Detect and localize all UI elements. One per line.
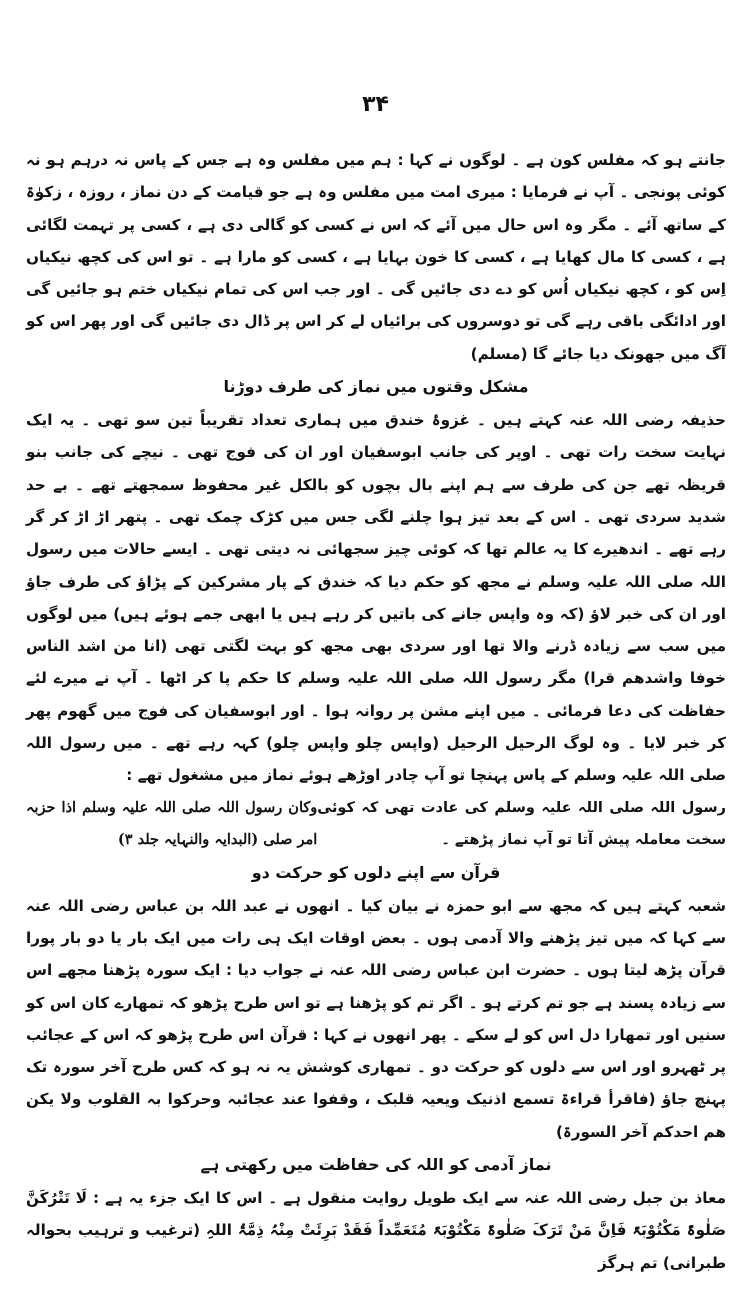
- page-number: ۳۴: [362, 92, 389, 117]
- section-heading-quran: قرآن سے اپنے دلوں کو حرکت دو: [251, 862, 501, 882]
- citation-row: [26, 792, 726, 856]
- hudhaifa-paragraph: حذیفہ رضی اللہ عنہ کہتے ہیں ۔ غزوۂ خندق میں ہماری تعداد تقریباً تین سو تھی ۔ یہ ایک نہایت سخت رات تھی ۔ اوپر کی جانب ابوسفیان اور ان کی فوج تھی ۔ نیچے کی جانب بنو قریظہ تھے جن کی طرف سے ہم اپنے بال بچوں کو بالکل غیر محفوظ سمجھتے تھے ۔ بے حد شدید سردی تھی ۔ اس کے بعد تیز ہوا چلنے لگی جس میں کڑک چمک تھی ۔ پتھر اڑ اڑ کر گر رہے تھے ۔ اندھیرے کا یہ عالم تھا کہ کوئی چیز سجھائی نہ دیتی تھی ۔ ایسے حالات میں رسول اللہ صلی اللہ علیہ وسلم نے مجھ کو حکم دیا کہ خندق کے پار مشرکین کے پڑاؤ کی طرف جاؤ اور ان کی خبر لاؤ (کہ وہ واپس جانے کی باتیں کر رہے ہیں یا ابھی جمے ہوئے ہیں) میں لوگوں میں سب سے زیادہ ڈرنے والا تھا اور سردی بھی مجھ کو بہت لگتی تھی (انا من اشد الناس خوفا واشدھم قرا) مگر رسول اللہ صلی اللہ علیہ وسلم کا حکم پا کر اٹھا ۔ آپ نے میرے لئے حفاظت کی دعا فرمائی ۔ میں اپنے مشن پر روانہ ہوا ۔ اور ابوسفیان کی فوج میں گھوم پھر کر خبر لایا ۔ وہ لوگ الرحیل الرحیل (واپس چلو واپس چلو) کہہ رہے تھے ۔ میں رسول اللہ صلی اللہ علیہ وسلم کے پاس پہنچا تو آپ چادر اوڑھے ہوئے نماز میں مشغول تھے :: [26, 411, 726, 785]
- muadh-paragraph: معاذ بن جبل رضی اللہ عنہ سے ایک طویل روایت منقول ہے ۔ اس کا ایک جزء یہ ہے : لَا تَتْرُکَنَّ صَلٰوۃً مَکْتُوْبَۃً فَاِنَّ مَنْ تَرَکَ صَلٰوۃً مَکْتُوْبَۃً مُتَعَمِّداً فَقَدْ بَرِئَتْ مِنْہُ ذِمَّۃُ اللہِ (ترغیب و ترہیب بحوالہ طبرانی) تم ہرگز: [26, 1189, 726, 1272]
- section-heading-difficult-times: مشکل وقتوں میں نماز کی طرف دوڑنا: [223, 377, 529, 397]
- shuba-paragraph: شعبہ کہتے ہیں کہ مجھ سے ابو حمزہ نے بیان کیا ۔ انھوں نے عبد اللہ بن عباس رضی اللہ عنہ سے کہا کہ میں تیز پڑھنے والا آدمی ہوں ۔ بعض اوقات ایک ہی رات میں ایک بار یا دو بار پورا قرآن پڑھ لیتا ہوں ۔ حضرت ابن عباس رضی اللہ عنہ نے جواب دیا : ایک سورہ پڑھنا مجھے اس سے زیادہ پسند ہے جو تم کرتے ہو ۔ اگر تم کو پڑھنا ہے تو اس طرح پڑھو کہ تمھارے کان اس کو سنیں اور تمھارا دل اس کو لے سکے ۔ پھر انھوں نے کہا : قرآن اس طرح پڑھو کہ اس کے عجائب پر ٹھہرو اور اس سے دلوں کو حرکت دو ۔ تمھاری کوشش یہ نہ ہو کہ کس طرح آخر سورہ تک پہنچ جاؤ (فاقرأ قراءۃ تسمع اذنیک ویعیہ قلبک ، وقفوا عند عجائبہ وحرکوا بہ القلوب ولا یکن ھم احدکم آخر السورۃ): [26, 896, 726, 1141]
- section-heading-protection: نماز آدمی کو اللہ کی حفاظت میں رکھتی ہے: [200, 1155, 552, 1175]
- citation-urdu: رسول اللہ صلی اللہ علیہ وسلم کی عادت تھی کہ کوئی سخت معاملہ پیش آتا تو آپ نماز پڑھتے ۔: [317, 799, 726, 848]
- muflis-paragraph: جانتے ہو کہ مفلس کون ہے ۔ لوگوں نے کہا : ہم میں مفلس وہ ہے جس کے پاس نہ درہم ہو نہ کوئی پونجی ۔ آپ نے فرمایا : میری امت میں مفلس وہ ہے جو قیامت کے دن نماز ، روزہ ، زکوٰۃ کے ساتھ آئے ۔ مگر وہ اس حال میں آئے کہ اس نے کسی کو گالی دی ہے ، کسی پر تہمت لگائی ہے ، کسی کا مال کھایا ہے ، کسی کا خون بہایا ہے ، کسی کو مارا ہے ۔ تو اس کی کچھ نیکیاں اِس کو ، کچھ نیکیاں اُس کو دے دی جائیں گی ۔ اور جب اس کی تمام نیکیاں ختم ہو جائیں گی اور ادائگی باقی رہے گی تو دوسروں کی برائیاں لے کر اس پر ڈال دی جائیں گی اور پھر اس کو آگ میں جھونک دیا جائے گا (مسلم): [26, 151, 726, 363]
- page-body: [26, 144, 726, 1279]
- citation-arabic: وکان رسول اللہ صلی اللہ علیہ وسلم اذا حزبہ امر صلی (البدایہ والنہایہ جلد ۳): [26, 798, 318, 848]
